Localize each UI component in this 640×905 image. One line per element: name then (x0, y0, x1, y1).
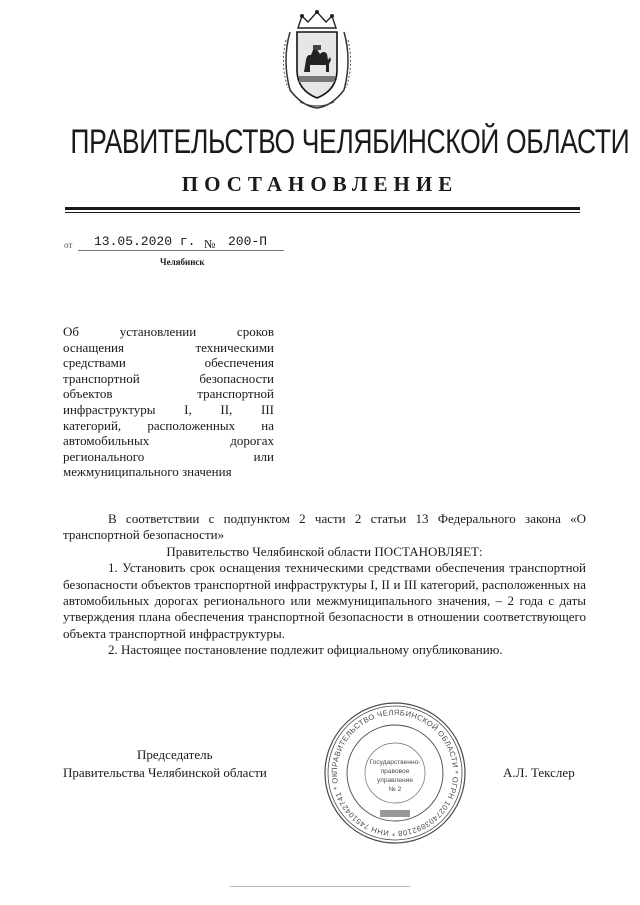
subject-line: оснащения техническими (63, 339, 274, 355)
number-underline (222, 250, 284, 251)
from-label: от (64, 240, 73, 250)
footer-rule (230, 886, 410, 887)
official-seal-icon (322, 700, 468, 846)
signer-name: А.Л. Текслер (503, 765, 575, 780)
subject-line: транспортной безопасности (63, 370, 274, 386)
subject-line: автомобильных дорогах (63, 433, 274, 449)
document-date: 13.05.2020 г. (94, 234, 196, 249)
seal-inner-line1: Государственно- (369, 759, 421, 766)
subject-line: межмуниципального значения (63, 464, 232, 480)
government-title: ПРАВИТЕЛЬСТВО ЧЕЛЯБИНСКОЙ ОБЛАСТИ (70, 123, 630, 161)
header-rule-thin (65, 212, 580, 213)
seal-inner-line2: правовое (380, 768, 410, 775)
coat-of-arms-icon (280, 10, 354, 112)
header-rule-thick (65, 207, 580, 210)
seal-ring-text: ПРАВИТЕЛЬСТВО ЧЕЛЯБИНСКОЙ ОБЛАСТИ * ОГРН 1027403892108 * ИНН 7451042741 * ОК (329, 707, 461, 839)
subject-line: инфраструктуры I, II, III (63, 401, 274, 417)
subject-line: категорий, расположенных на (63, 417, 274, 433)
subject-line: регионального или (63, 448, 274, 464)
document-type: ПОСТАНОВЛЕНИЕ (181, 172, 459, 196)
date-underline (78, 250, 243, 251)
item-2-paragraph: 2. Настоящее постановление подлежит официальному опубликованию. (108, 642, 503, 658)
seal-inner-line4: № 2 (388, 786, 402, 793)
subject-line: Об установлении сроков (63, 324, 274, 339)
city: Челябинск (160, 257, 205, 267)
subject-line: средствами обеспечения (63, 355, 274, 371)
document-number: 200-П (228, 234, 268, 249)
preamble-paragraph: В соответствии с подпунктом 2 части 2 статьи 13 Федерального закона «О транспортной безопасности» (63, 511, 586, 543)
document-body (63, 511, 586, 659)
number-label: № (204, 237, 216, 251)
date-number-line (64, 234, 304, 256)
subject-line: объектов транспортной (63, 386, 274, 402)
seal-inner-line3: управление (376, 777, 414, 784)
signer-position-line1: Председатель (137, 747, 213, 762)
item-1-paragraph: 1. Установить срок оснащения техническими средствами обеспечения транспортной безопасности объектов транспортной инфраструктуры I, II и III категорий, расположенных на автомобильных дорогах регионального или межмуниципального значения, – 2 года с даты утверждения плана обеспечения транспортной безопасности в отношении соответствующего объекта транспортной инфраструктуры. (63, 560, 586, 641)
signer-position-line2: Правительства Челябинской области (63, 765, 267, 780)
resolution-clause: Правительство Челябинской области ПОСТАНОВЛЯЕТ: (166, 543, 483, 559)
document-subject (63, 324, 274, 480)
